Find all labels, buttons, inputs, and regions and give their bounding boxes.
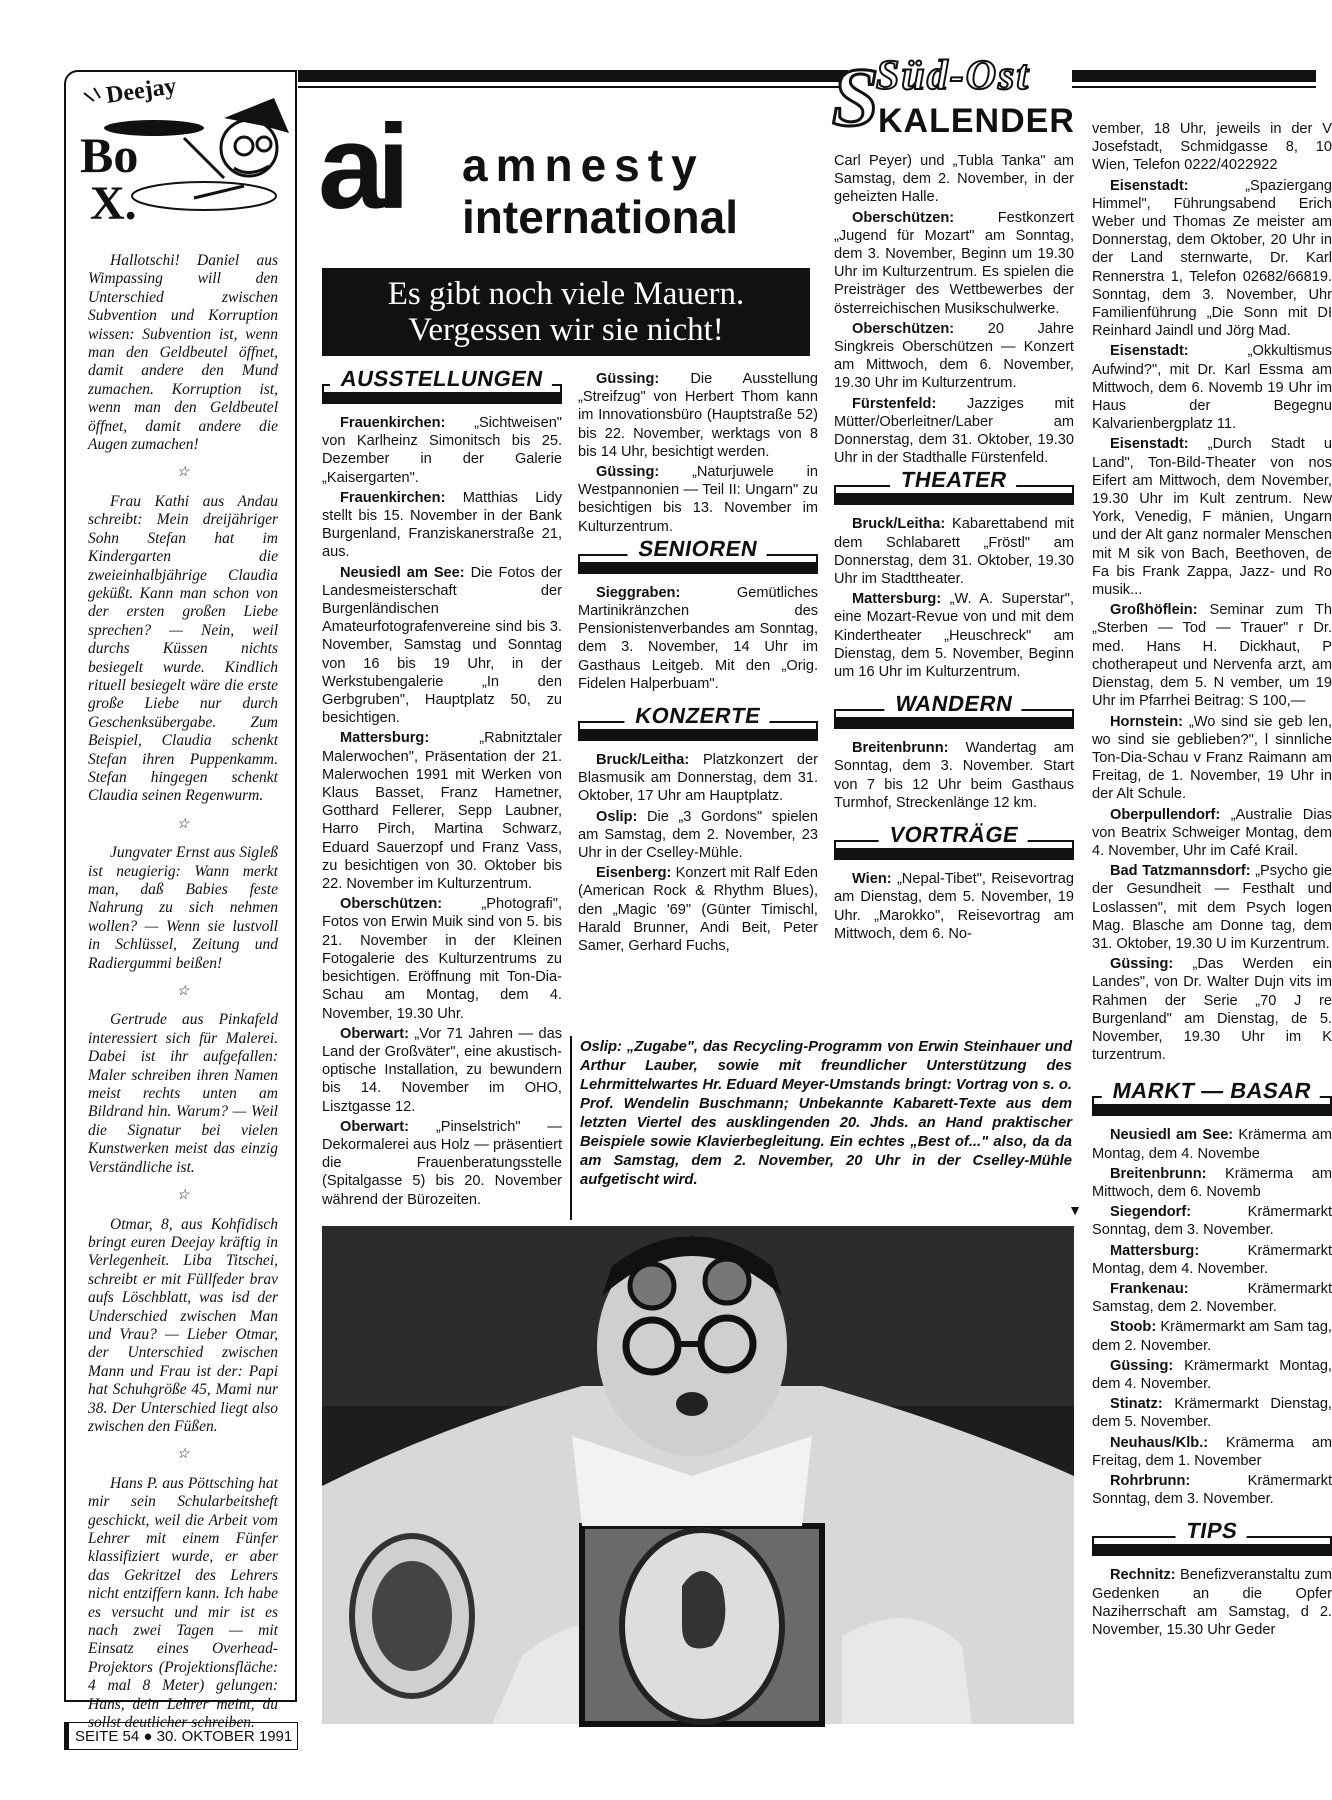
top-thin-rule-right: [1072, 86, 1316, 88]
listing-entry: [1092, 1165, 1332, 1201]
amnesty-slogan-line-1: Es gibt noch viele Mauern.: [387, 276, 745, 312]
col1-entries: [322, 414, 562, 1209]
listing-place: Oberwart:: [340, 1118, 409, 1135]
listing-place: Rohrbrunn:: [1110, 1473, 1191, 1490]
listing-place: Oberschützen:: [852, 209, 955, 226]
col3-vortraege-entries: [834, 870, 1074, 943]
listing-place: Güssing:: [596, 464, 660, 481]
col4-tips-entries: [1092, 1566, 1332, 1639]
listing-entry: [1092, 1395, 1332, 1431]
listing-place: Mattersburg:: [852, 591, 942, 608]
listing-place: Breitenbrunn:: [852, 740, 949, 757]
listing-text: Gemütliches Martinikränzchen des Pensionistenverbandes am Sonntag, dem 3. November, 14 Uhr im Gasthaus Leitgeb. Mit den „Orig. Fidelen Halperbuam".: [578, 584, 818, 692]
listing-text: Jazziges mit Mütter/Oberleitner/Laber am Donnerstag, dem 31. Oktober, 19.30 Uhr in der Stadthalle Fürstenfeld.: [834, 395, 1074, 467]
listing-entry: [322, 1118, 562, 1209]
listing-entry: [834, 209, 1074, 318]
listing-text: „Vor 71 Jahren — das Land der Großväter", eine akustisch-optische Installation, zu bewundern bis 14. November im OHO, Lisztgasse 12.: [322, 1025, 562, 1115]
listing-place: Rechnitz:: [1110, 1567, 1176, 1584]
listing-text: Festkonzert „Jugend für Mozart" am Sonntag, dem 3. November, Beginn um 19.30 Uhr im Kulturzentrum. Es spielen die Preisträger des Wettbewerbes der österreichischen Musikschulwerke.: [834, 209, 1074, 317]
listing-text: „W. A. Superstar", eine Mozart-Revue von und mit dem Kindertheater „Heuschreck" am Dienstag, dem 5. November, Beginn um 16 Uhr im Kulturzentrum.: [834, 591, 1074, 681]
listing-text: Krämerma am Mittwoch, dem 6. Novemb: [1092, 1165, 1332, 1200]
section-title: KONZERTE: [624, 707, 772, 725]
section-vortraege: [834, 822, 1074, 860]
listing-entry: [578, 808, 818, 863]
listing-entry: [834, 395, 1074, 468]
listing-entry: [1092, 1242, 1332, 1278]
listing-place: Frauenkirchen:: [340, 489, 446, 506]
listing-place: Güssing:: [1110, 956, 1174, 973]
listing-place: Bruck/Leitha:: [852, 516, 946, 533]
listing-place: Eisenberg:: [596, 865, 672, 882]
kalender-bottom: KALENDER: [878, 102, 1075, 140]
listing-entry: [1092, 862, 1332, 953]
amnesty-name-2: international: [462, 191, 739, 243]
listing-place: Neuhaus/Klb.:: [1110, 1434, 1209, 1451]
section-konzerte: [578, 703, 818, 741]
listing-place: Neusiedl am See:: [1110, 1127, 1234, 1144]
star-icon: ☆: [176, 984, 190, 1000]
listing-entry: [1092, 177, 1332, 341]
deejay-paragraph: Hallotschi! Daniel aus Wimpassing will den Unterschied zwischen Subvention und Korruption wissen: Subvention ist, wenn man den Geldbeutel öffnet, damit andere den Mund zumachen. Korruption ist, wenn man den Geldbeutel öffnet, damit andere die Augen zumachen!: [88, 252, 278, 454]
listing-entry: [834, 152, 1074, 207]
listing-text: „Wo sind sie geb len, wo sind sie geblieben?", l sinnliche Ton-Dia-Schau v Franz Raimann am Freitag, de 1. November, 19 Uhr in der Alt Schule.: [1092, 713, 1332, 803]
amnesty-logo: ai: [318, 100, 403, 234]
kalender-title: [828, 52, 1078, 148]
listing-text: „Photografi", Fotos von Erwin Muik sind von 5. bis 21. November in der Kleinen Fotogalerie des Kulturzentrums zu besichtigen. Eröffnung mit Ton-Dia-Schau am Montag, dem 4. November, 19.30 Uhr.: [322, 896, 562, 1022]
deejay-paragraph: Otmar, 8, aus Kohfidisch bringt euren Deejay kräftig in Verlegenheit. Liba Titschei, schreibt er mit Füllfeder brav aufs Löschblatt, was isd der Underschied zwischen Man und Vrau? — Lieber Otmar, der Unterschied zwischen Mann und Frau ist der: Papi hat Schuhgröße 45, Mami nur 38. Der Unterschied liegt also zwischen den Füßen.: [88, 1215, 278, 1435]
listing-entry: [1092, 1126, 1332, 1162]
listing-text: „Pinselstrich" — Dekormalerei aus Holz — präsentiert die Frauenberatungsstelle (Spitalgasse 5) bis 20. November während der Bürozeiten.: [322, 1118, 562, 1208]
listing-entry: [1092, 1472, 1332, 1508]
listing-entry: [322, 895, 562, 1022]
listing-place: Oberwart:: [340, 1025, 409, 1042]
listing-text: Seminar zum Th „Sterben — Tod — Trauer" r Dr. med. Hans H. Dickhaut, P chotherapeut und Nervenfa arzt, am Dienstag, dem 5. N vember, um 19 Uhr im Pfarrhei Beitrag: S 100,—: [1092, 602, 1332, 710]
top-rule-right: [1072, 70, 1316, 82]
listing-place: Oberpullendorf:: [1110, 806, 1221, 823]
listing-place: Eisenstadt:: [1110, 343, 1189, 360]
deejay-paragraph: Gertrude aus Pinkafeld interessiert sich für Malerei. Dabei ist ihr aufgefallen: Maler schreiben ihren Namen meist rechts unten am Bildrand hin. Warum? — Weil die Signatur bei vielen Kunstwerken meist das einzig Verständliche ist.: [88, 1011, 278, 1176]
listing-entry: [1092, 342, 1332, 433]
kalender-top: Süd-Ost: [876, 53, 1031, 99]
listing-place: Sieggraben:: [596, 584, 681, 601]
listing-text: „Australie Dias von Beatrix Schweiger Montag, dem 4. November, Uhr im Café Krail.: [1092, 806, 1332, 859]
amnesty-slogan-line-2: Vergessen wir sie nicht!: [408, 312, 724, 348]
listing-place: Großhöflein:: [1110, 602, 1198, 619]
listing-text: Benefizveranstaltu zum Gedenken an die Opfer Naziherrschaft am Samstag, d 2. November, 15.30 Uhr Geder: [1092, 1567, 1332, 1639]
listing-place: Fürstenfeld:: [852, 395, 937, 412]
listing-place: Eisenstadt:: [1110, 436, 1189, 453]
section-tips: [1092, 1518, 1332, 1556]
listing-entry: [1092, 601, 1332, 710]
listing-place: Neusiedl am See:: [340, 564, 465, 581]
section-title: AUSSTELLUNGEN: [329, 370, 554, 388]
listing-place: Güssing:: [596, 371, 660, 387]
listing-text: Krämermarkt Samstag, dem 2. November.: [1092, 1280, 1332, 1316]
listing-text: Krämermarkt Montag, dem 4. November.: [1092, 1357, 1332, 1392]
listing-entry: [1092, 1203, 1332, 1239]
page-number: SEITE 54: [75, 1728, 140, 1745]
listing-text: „Rabnitztaler Malerwochen", Präsentation der 21. Malerwochen 1991 mit Werken von Klaus Basset, Franz Hametner, Gotthard Fellerer, Sepp Laubner, Harro Pirch, Martina Schwarz, Eduard Sauerzopf und Franz Vass, zu besichtigen von 30. Oktober bis 22. November im Kulturzentrum.: [322, 730, 562, 893]
deejay-text: [88, 252, 278, 1748]
column-3: [834, 152, 1074, 945]
listing-text: Krämermarkt Montag, dem 4. November.: [1092, 1242, 1332, 1277]
column-2: [578, 370, 818, 957]
section-title: MARKT — BASAR: [1101, 1082, 1323, 1100]
listing-entry: [834, 515, 1074, 588]
listing-text: Wandertag am Sonntag, dem 3. November. Start von 7 bis 12 Uhr beim Gasthaus Turmhof, Streckenlänge 12 km.: [834, 740, 1074, 811]
deejay-logo-x: X.: [90, 177, 137, 230]
star-icon: ☆: [176, 465, 190, 481]
listing-place: Güssing:: [1110, 1357, 1174, 1374]
listing-entry: [578, 864, 818, 955]
listing-text: Carl Peyer) und „Tubla Tanka" am Samstag, dem 2. November, in der geheizten Halle.: [834, 153, 1074, 206]
section-title: THEATER: [890, 471, 1019, 489]
top-thin-rule: [298, 86, 848, 88]
listing-entry: [578, 751, 818, 806]
listing-entry: [1092, 806, 1332, 861]
listing-text: Krämerma am Montag, dem 4. Novembe: [1092, 1127, 1332, 1162]
listing-text: Krämerma am Freitag, dem 1. November: [1092, 1434, 1332, 1469]
deejay-logo-top: Deejay: [104, 73, 179, 109]
section-wandern: [834, 691, 1074, 729]
photo-illustration: [322, 1226, 1074, 1724]
deejay-paragraph: Hans P. aus Pöttsching hat mir sein Schularbeitsheft geschickt, weil die Arbeit vom Lehrer mit einem Fünfer klassifiziert wurde, er aber das Gekritzel des Lehrers nicht entziffern kann. Ich habe es versucht und mir ist es nach zwei Tagen — mit Einsatz eines Overhead-Projektors (Projektionsfläche: 4 mal 8 Meter) gelungen: Hans, dein Lehrer meint, du sollst deutlicher schreiben.: [88, 1474, 278, 1732]
listing-text: Krämermarkt am Sam tag, dem 2. November.: [1092, 1319, 1332, 1354]
listing-text: „Spaziergang Himmel", Führungsabend Erich Weber und Thomas Ze meister am Donnerstag, dem Oktober, 20 Uhr in der Land sternwarte, Dr. Karl Rennerstra 1, Telefon 02682/66819. Sonntag, dem 3. November, Uhr Familienführung „Die Sonn mit DI Reinhard Jaindl und Jörg Mad.: [1092, 177, 1332, 340]
column-1: [322, 366, 562, 1211]
amnesty-name-1: amnesty: [462, 139, 705, 191]
listing-entry: [578, 370, 818, 461]
listing-text: Die Fotos der Landesmeisterschaft der Burgenländischen Amateurfotografenvereine sind bis 3. November, Samstag und Sonntag von 16 bis 19 Uhr, in der Werkstubengalerie „In den Gerbgruben", Hauptplatz 50, zu besichtigen.: [322, 564, 562, 727]
listing-entry: [578, 584, 818, 693]
listing-text: 20 Jahre Singkreis Oberschützen — Konzert am Mittwoch, dem 6. November, 19.30 Uhr im Kulturzentrum.: [834, 320, 1074, 392]
arrow-down-icon: ▼: [1068, 1202, 1082, 1218]
listing-entry: [322, 489, 562, 562]
listing-entry: [1092, 1434, 1332, 1470]
col2-ausstellungen-entries: [578, 370, 818, 536]
listing-entry: [834, 739, 1074, 812]
listing-entry: [1092, 955, 1332, 1064]
listing-text: Krämermarkt Sonntag, dem 3. November.: [1092, 1204, 1332, 1239]
section-ausstellungen: [322, 366, 562, 404]
deejay-paragraph: Frau Kathi aus Andau schreibt: Mein dreijähriger Sohn Stefan hat im Kindergarten die zweieinhalbjährige Claudia geküßt. Kann man schon von der ersten großen Liebe sprechen? — Nein, weil durchs Küssen nichts besiegelt wurde. Kindlich rituell besiegelt wäre die erste große Liebe nur durch Geschenksübergabe. Zum Beispiel, Claudia schenkt Stefan ihren Puppenkamm. Stefan hingegen schenkt Claudia seinen Regenwurm.: [88, 492, 278, 805]
listing-text: Die Ausstellung „Streifzug" von Herbert Thom kann im Innovationsbüro (Hauptstraße 52) bis 22. November, werktags von 8 bis 14 Uhr, besichtigt werden.: [578, 371, 818, 460]
column-4: [1092, 120, 1332, 1786]
listing-text: Krämermarkt Sonntag, dem 3. November.: [1092, 1473, 1332, 1508]
performer-photo: [322, 1226, 1074, 1724]
col4-vortraege-entries: [1092, 120, 1332, 1064]
listing-place: Frauenkirchen:: [340, 415, 446, 431]
listing-text: Kabarettabend mit dem Schlabarett „Fröstl" am Donnerstag, dem 31. Oktober, 19.30 Uhr im Stadttheater.: [834, 516, 1074, 588]
deejay-paragraph: Jungvater Ernst aus Sigleß ist neugierig: Wann merkt man, daß Babies feste Nahrung zu sich nehmen wollen? — Wenn sie lustvoll in Schlüssel, Zeitung und Radiergummi beißen!: [88, 844, 278, 972]
listing-place: Bruck/Leitha:: [596, 752, 690, 769]
section-title: VORTRÄGE: [878, 826, 1030, 844]
col3-wandern-entries: [834, 739, 1074, 812]
listing-place: Wien:: [852, 871, 892, 888]
listing-entry: [322, 414, 562, 487]
page-footer: [64, 1722, 298, 1750]
listing-entry: [322, 729, 562, 893]
listing-entry: [1092, 120, 1332, 175]
listing-text: „Okkultismus Aufwind?", mit Dr. Karl Essma am Mittwoch, dem 6. Novemb 19 Uhr im Haus der Begegnu Kalvarienbergplatz 11.: [1092, 343, 1332, 433]
listing-text: Matthias Lidy stellt bis 15. November in der Bank Burgenland, Franziskanerstraße 21, aus.: [322, 489, 562, 561]
listing-place: Oslip:: [596, 808, 638, 825]
listing-entry: [1092, 1318, 1332, 1354]
col4-markt-entries: [1092, 1126, 1332, 1508]
listing-place: Oberschützen:: [340, 896, 443, 913]
listing-place: Mattersburg:: [1110, 1242, 1200, 1259]
listing-text: Konzert mit Ralf Eden (American Rock & Rhythm Blues), den „Magic '69" (Günter Timischl, Harald Brunner, Andi Beit, Peter Samer, Gerhard Fuchs,: [578, 865, 818, 955]
listing-entry: [834, 320, 1074, 393]
listing-place: Stinatz:: [1110, 1396, 1163, 1413]
section-markt: [1092, 1078, 1332, 1116]
listing-entry: [1092, 435, 1332, 599]
listing-entry: [834, 870, 1074, 943]
listing-entry: [322, 1025, 562, 1116]
listing-place: Frankenau:: [1110, 1280, 1189, 1297]
oslip-text: Oslip: „Zugabe", das Recycling-Programm von Erwin Steinhauer und Arthur Lauber, sowie mit freundlicher Unterstützung des Lehrmittelwartes Hr. Eduard Meyer-Umstands bringt: Vortrag von s. o. Prof. Wendelin Buschmann; Unbekannte Kabarett-Texte aus dem letzten Viertel des ausklingenden 20. Jhds. an Hand praktischer Beispiele sowie Klavierbegleitung. Ein echtes „Best of..." also, da da am Samstag, dem 2. November, 20 Uhr in der Cselley-Mühle aufgetischt wird.: [580, 1039, 1072, 1188]
listing-text: Die „3 Gordons" spielen am Samstag, dem 2. November, 23 Uhr in der Cselley-Mühle.: [578, 808, 818, 862]
amnesty-slogan: [322, 268, 810, 356]
listing-place: Bad Tatzmannsdorf:: [1110, 863, 1251, 880]
bullet-icon: ●: [143, 1728, 153, 1745]
section-senioren: [578, 535, 818, 574]
oslip-box: [570, 1036, 1080, 1220]
listing-text: „Durch Stadt u Land", Ton-Bild-Theater von nos Eifert am Mittwoch, dem November, 19.30 Uhr im Kult zentrum. New York, Venedig, F mänien, Ungarn und der Alt ganz normaler Menschen mit M sik von Bach, Beethoven, de Fa bis Frank Zappa, Jazz- und Ro musik...: [1092, 436, 1332, 599]
star-icon: ☆: [176, 1447, 190, 1463]
listing-text: Krämermarkt Dienstag, dem 5. November.: [1092, 1396, 1332, 1431]
listing-text: „Das Werden ein Landes", von Dr. Walter Dujn vits im Rahmen der Serie „70 J re Burgenland" am Dienstag, de 5. November, 19.30 Uhr im K turzentrum.: [1092, 956, 1332, 1064]
page-date: 30. OKTOBER 1991: [156, 1728, 293, 1745]
section-title: TIPS: [1175, 1522, 1249, 1540]
listing-place: Hornstein:: [1110, 713, 1183, 730]
listing-entry: [834, 590, 1074, 681]
listing-entry: [1092, 1280, 1332, 1316]
listing-place: Mattersburg:: [340, 730, 430, 747]
listing-text: „Nepal-Tibet", Reisevortrag am Dienstag, dem 5. November, 19 Uhr. „Marokko", Reisevortrag am Mittwoch, dem 6. No-: [834, 871, 1074, 942]
listing-entry: [578, 463, 818, 536]
section-title: SENIOREN: [627, 540, 769, 558]
listing-text: Platzkonzert der Blasmusik am Donnerstag, dem 31. Oktober, 17 Uhr am Hauptplatz.: [578, 752, 818, 805]
col2-senioren-entries: [578, 584, 818, 693]
section-title: WANDERN: [884, 695, 1024, 713]
listing-text: „Psycho gie der Gesundheit — Festhalt und Loslassen", mit dem Psych logen Mag. Blasche am Donne tag, dem 31. Oktober, 19.30 U im Kurzentrum.: [1092, 863, 1332, 952]
star-icon: ☆: [176, 816, 190, 832]
listing-place: Stoob:: [1110, 1319, 1157, 1336]
col3-konzerte-entries: [834, 152, 1074, 467]
col2-konzerte-entries: [578, 751, 818, 955]
kalender-first-letter: S: [832, 51, 879, 144]
deejay-logo-box: Bo: [80, 127, 139, 183]
listing-text: „Sichtweisen" von Karlheinz Simonitsch bis 25. Dezember in der Galerie „Kaisergarten".: [322, 415, 562, 486]
section-theater: [834, 467, 1074, 505]
star-icon: ☆: [176, 1188, 190, 1204]
listing-place: Eisenstadt:: [1110, 177, 1189, 194]
listing-entry: [1092, 1566, 1332, 1639]
listing-entry: [1092, 713, 1332, 804]
deejay-logo: [74, 73, 286, 238]
listing-text: „Naturjuwele in Westpannonien — Teil II: Ungarn" zu besichtigen bis 13. November im Kulturzentrum.: [578, 464, 818, 535]
deejay-box: [64, 70, 297, 1732]
col3-theater-entries: [834, 515, 1074, 681]
listing-text: vember, 18 Uhr, jeweils in der V Josefstadt, Schmidgasse 8, 10 Wien, Telefon 0222/4022922: [1092, 121, 1332, 174]
listing-place: Breitenbrunn:: [1110, 1165, 1207, 1182]
listing-entry: [1092, 1357, 1332, 1393]
listing-entry: [322, 564, 562, 728]
listing-place: Siegendorf:: [1110, 1204, 1192, 1221]
top-rule-left: [298, 70, 848, 82]
listing-place: Oberschützen:: [852, 320, 955, 337]
